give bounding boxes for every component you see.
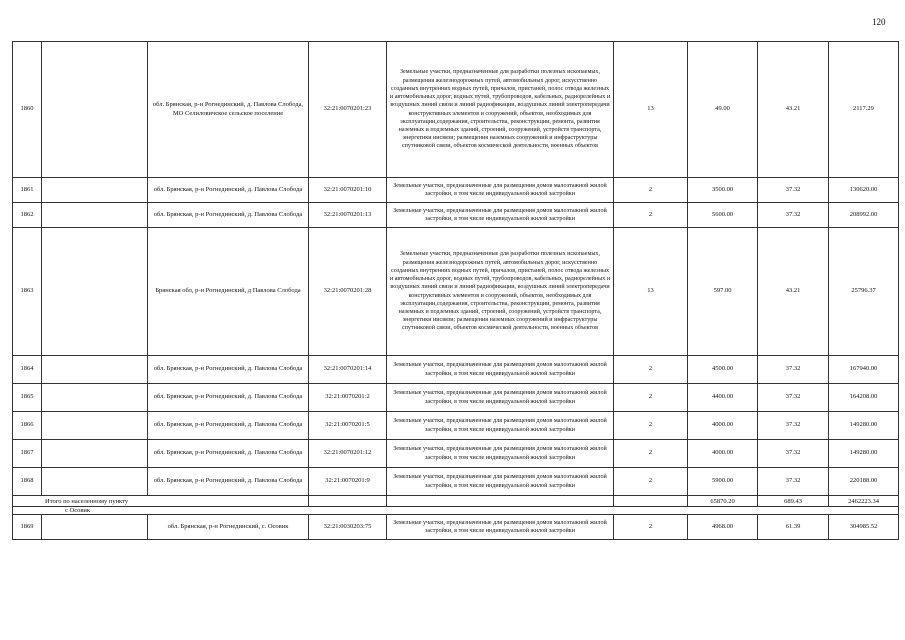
- rate-cell: 37.32: [758, 356, 829, 384]
- total-rate: 689.43: [758, 496, 829, 507]
- table-row: [13, 228, 899, 356]
- empty-cell: [42, 440, 148, 468]
- purpose-cell: Земельные участки, предназначенные для размещения домов малоэтажной жилой застройки, в том числе индивидуальной жилой застройки: [387, 440, 614, 468]
- row-id: 1860: [13, 42, 42, 178]
- total-row: [13, 496, 899, 507]
- address-cell: обл. Брянская, р-н Рогнединский, д. Павлова Слобода: [148, 203, 309, 228]
- table-row: [13, 384, 899, 412]
- rate-cell: 37.32: [758, 440, 829, 468]
- address-cell: обл. Брянская, р-н Рогнединский, д. Павлова Слобода: [148, 356, 309, 384]
- area-cell: 4000.00: [688, 412, 758, 440]
- row-id: 1868: [13, 468, 42, 496]
- address-cell: Брянская обл, р-н Рогнединский, д Павлова Слобода: [148, 228, 309, 356]
- area-cell: 4000.00: [688, 440, 758, 468]
- empty-cell: [42, 178, 148, 203]
- value-cell: 208992.00: [829, 203, 899, 228]
- value-cell: 220188.00: [829, 468, 899, 496]
- group-code-cell: 13: [614, 42, 688, 178]
- group-code-cell: 2: [614, 356, 688, 384]
- purpose-cell: Земельные участки, предназначенные для размещения домов малоэтажной жилой застройки, в том числе индивидуальной жилой застройки: [387, 412, 614, 440]
- table-row: [13, 178, 899, 203]
- area-cell: 5900.00: [688, 468, 758, 496]
- empty-cell: [42, 203, 148, 228]
- purpose-cell: Земельные участки, предназначенные для размещения домов малоэтажной жилой застройки, в том числе индивидуальной жилой застройки: [387, 203, 614, 228]
- table-row: [13, 515, 899, 540]
- cadastral-number-cell: 32:21:0070201:23: [309, 42, 387, 178]
- address-cell: обл. Брянская, р-н Рогнединский, д. Павлова Слобода: [148, 384, 309, 412]
- empty-cell: [309, 496, 387, 507]
- locality-header-row: [13, 507, 899, 515]
- table-row: [13, 42, 899, 178]
- cadastral-number-cell: 32:21:0070201:14: [309, 356, 387, 384]
- purpose-cell: Земельные участки, предназначенные для разработки полезных ископаемых, размещения железнодорожных путей, автомобильных дорог, искусственно созданных внутренних водных путей, причалов, пристаней, полос отвода железных и автомобильных дорог, водных путей, трубопроводов, кабельных, радиорелейных и воздушных линий связи и линий радиофикации, воздушных линий электропередачи конструктивных элементов и сооружений, объектов, необходимых для эксплуатации,содержания, строительства, реконструкции, ремонта, развития наземных и подземных зданий, строений, сооружений, устройств транспорта, энергетики иисвязи; размещения наземных сооружений и инфраструктуры спутниковой связи, объектов космической деятельности, военных объектов: [387, 42, 614, 178]
- land-plots-table: [12, 41, 899, 540]
- row-id: 1865: [13, 384, 42, 412]
- row-id: 1867: [13, 440, 42, 468]
- address-cell: обл. Брянская, р-н Рогнединский, с. Осовик: [148, 515, 309, 540]
- value-cell: 149280.00: [829, 440, 899, 468]
- rate-cell: 43.21: [758, 42, 829, 178]
- purpose-cell: Земельные участки, предназначенные для размещения домов малоэтажной жилой застройки, в том числе индивидуальной жилой застройки: [387, 515, 614, 540]
- table-row: [13, 412, 899, 440]
- cadastral-number-cell: 32:21:0070201:5: [309, 412, 387, 440]
- group-code-cell: 2: [614, 384, 688, 412]
- rate-cell: 37.32: [758, 412, 829, 440]
- value-cell: 304985.52: [829, 515, 899, 540]
- address-cell: обл. Брянская, р-н Рогнединский, д. Павлова Слобода, МО Селиловичское сельское поселение: [148, 42, 309, 178]
- table-row: [13, 440, 899, 468]
- area-cell: 4968.00: [688, 515, 758, 540]
- purpose-cell: Земельные участки, предназначенные для размещения домов малоэтажной жилой застройки, в том числе индивидуальной жилой застройки: [387, 468, 614, 496]
- purpose-cell: Земельные участки, предназначенные для размещения домов малоэтажной жилой застройки, в том числе индивидуальной жилой застройки: [387, 356, 614, 384]
- value-cell: 149280.00: [829, 412, 899, 440]
- total-label: Итого по населенному пункту: [13, 496, 309, 507]
- row-id: 1863: [13, 228, 42, 356]
- purpose-cell: Земельные участки, предназначенные для размещения домов малоэтажной жилой застройки, в том числе индивидуальной жилой застройки: [387, 178, 614, 203]
- empty-cell: [387, 496, 614, 507]
- value-cell: 2117.29: [829, 42, 899, 178]
- empty-cell: [42, 228, 148, 356]
- table-row: [13, 468, 899, 496]
- empty-cell: [42, 384, 148, 412]
- empty-cell: [614, 496, 688, 507]
- table-row: [13, 203, 899, 228]
- area-cell: 3500.00: [688, 178, 758, 203]
- value-cell: 25796.37: [829, 228, 899, 356]
- area-cell: 49.00: [688, 42, 758, 178]
- row-id: 1862: [13, 203, 42, 228]
- group-code-cell: 2: [614, 440, 688, 468]
- locality-label: с Осовик: [13, 507, 899, 515]
- cadastral-number-cell: 32:21:0070201:12: [309, 440, 387, 468]
- value-cell: 167940.00: [829, 356, 899, 384]
- address-cell: обл. Брянская, р-н Рогнединский, д. Павлова Слобода: [148, 178, 309, 203]
- table-row: [13, 356, 899, 384]
- address-cell: обл. Брянская, р-н Рогнединский, д. Павлова Слобода: [148, 412, 309, 440]
- purpose-cell: Земельные участки, предназначенные для разработки полезных ископаемых, размещения железнодорожных путей, автомобильных дорог, искусственно созданных внутренних водных путей, причалов, пристаней, полос отвода железных и автомобильных дорог, водных путей, трубопроводов, кабельных, радиорелейных и воздушных линий связи и линий радиофикации, воздушных линий электропередачи конструктивных элементов и сооружений, объектов, необходимых для эксплуатации,содержания, строительства, реконструкции, ремонта, развития наземных и подземных зданий, строений, сооружений, устройств транспорта, энергетики иисвязи; размещения наземных сооружений и инфраструктуры спутниковой связи, объектов космической деятельности, военных объектов: [387, 228, 614, 356]
- area-cell: 4500.00: [688, 356, 758, 384]
- area-cell: 5600.00: [688, 203, 758, 228]
- total-area: 65870.20: [688, 496, 758, 507]
- empty-cell: [42, 515, 148, 540]
- cadastral-number-cell: 32:21:0070201:28: [309, 228, 387, 356]
- rate-cell: 37.32: [758, 384, 829, 412]
- empty-cell: [42, 412, 148, 440]
- cadastral-number-cell: 32:21:0030203:75: [309, 515, 387, 540]
- cadastral-number-cell: 32:21:0070201:13: [309, 203, 387, 228]
- area-cell: 4400.00: [688, 384, 758, 412]
- group-code-cell: 2: [614, 178, 688, 203]
- rate-cell: 61.39: [758, 515, 829, 540]
- group-code-cell: 13: [614, 228, 688, 356]
- group-code-cell: 2: [614, 515, 688, 540]
- rate-cell: 37.32: [758, 203, 829, 228]
- group-code-cell: 2: [614, 468, 688, 496]
- value-cell: 164208.00: [829, 384, 899, 412]
- address-cell: обл. Брянская, р-н Рогнединский, д. Павлова Слобода: [148, 440, 309, 468]
- row-id: 1864: [13, 356, 42, 384]
- empty-cell: [42, 42, 148, 178]
- purpose-cell: Земельные участки, предназначенные для размещения домов малоэтажной жилой застройки, в том числе индивидуальной жилой застройки: [387, 384, 614, 412]
- total-value: 2462223.34: [829, 496, 899, 507]
- rate-cell: 43.21: [758, 228, 829, 356]
- cadastral-number-cell: 32:21:0070201:10: [309, 178, 387, 203]
- empty-cell: [42, 356, 148, 384]
- address-cell: обл. Брянская, р-н Рогнединский, д. Павлова Слобода: [148, 468, 309, 496]
- row-id: 1861: [13, 178, 42, 203]
- row-id: 1866: [13, 412, 42, 440]
- row-id: 1869: [13, 515, 42, 540]
- rate-cell: 37.32: [758, 468, 829, 496]
- cadastral-number-cell: 32:21:0070201:2: [309, 384, 387, 412]
- group-code-cell: 2: [614, 203, 688, 228]
- area-cell: 597.00: [688, 228, 758, 356]
- cadastral-number-cell: 32:21:0070201:9: [309, 468, 387, 496]
- empty-cell: [42, 468, 148, 496]
- page-number: 120: [872, 17, 886, 27]
- value-cell: 130620.00: [829, 178, 899, 203]
- rate-cell: 37.32: [758, 178, 829, 203]
- group-code-cell: 2: [614, 412, 688, 440]
